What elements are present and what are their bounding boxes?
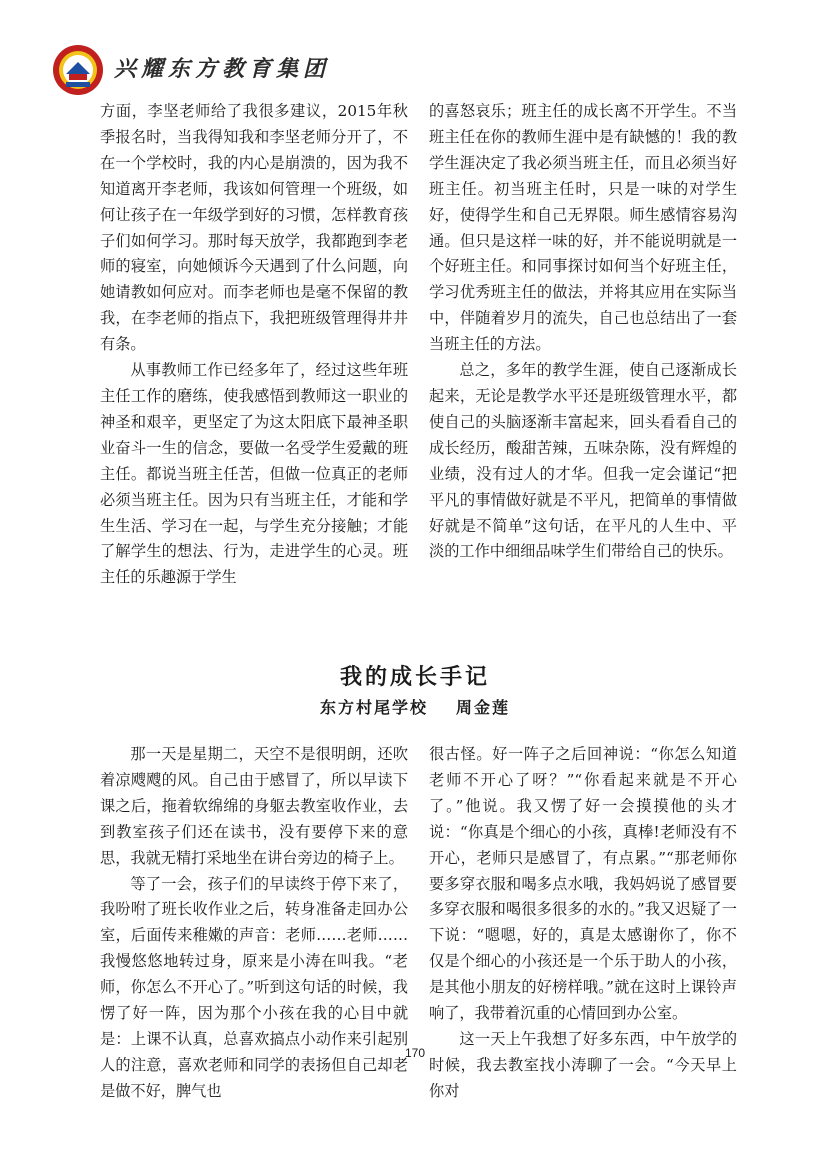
paragraph: 这一天上午我想了好多东西，中午放学的时候，我去教室找小涛聊了一会。“今天早上你对 [429,1029,737,1100]
top-right-column [429,99,737,565]
paragraph: 等了一会，孩子们的早读终于停下来了，我吩咐了班长收作业之后，转身准备走回办公室，后面传来稚嫩的声音：老师……老师……我慢悠悠地转过身，原来是小涛在叫我。“老师，你怎么不开心了。”听到这句话的时候，我愣了好一阵，因为那个小孩在我的心目中就是：上课不认真，总喜欢搞点小动作来引起别人的注意，喜欢老师和同学的表扬但自己却老是做不好，脾气也 [100,874,408,1100]
paragraph: 那一天是星期二，天空不是很明朗，还吹着凉飕飕的风。自己由于感冒了，所以早读下课之后，拖着软绵绵的身躯去教室收作业，去到教室孩子们还在读书，没有要停下来的意思，我就无精打采地坐在讲台旁边的椅子上。 [100,745,408,867]
org-name: 兴耀东方教育集团 [114,57,331,82]
author-name: 周金莲 [456,698,511,717]
paragraph: 从事教师工作已经多年了，经过这些年班主任工作的磨练，使我感悟到教师这一职业的神圣和艰辛，更坚定了为这太阳底下最神圣职业奋斗一生的信念，要做一名受学生爱戴的班主任。都说当班主任苦，但做一位真正的老师必须当班主任。因为只有当班主任，才能和学生生活、学习在一起，与学生充分接触；才能了解学生的想法、行为，走进学生的心灵。班主任的乐趣源于学生 [100,361,408,587]
author-school: 东方村尾学校 [319,698,428,717]
article-byline [0,695,830,718]
top-left-column [100,99,408,591]
page-number: 170 [404,1046,426,1060]
school-emblem-icon [52,44,104,96]
paragraph: 总之，多年的教学生涯，使自己逐渐成长起来，无论是教学水平还是班级管理水平，都使自己的头脑逐渐丰富起来，回头看看自己的成长经历，酸甜苦辣，五味杂陈，没有辉煌的业绩，没有过人的才华。但我一定会谨记“把平凡的事情做好就是不平凡，把简单的事情做好就是不简单”这句话，在平凡的人生中、平淡的工作中细细品味学生们带给自己的快乐。 [429,361,737,561]
paragraph: 方面，李坚老师给了我很多建议，2015年秋季报名时，当我得知我和李坚老师分开了，不在一个学校时，我的内心是崩溃的，因为我不知道离开李老师，我该如何管理一个班级，如何让孩子在一年级学到好的习惯，怎样教育孩子们如何学习。那时每天放学，我都跑到李老师的寝室，向她倾诉今天遇到了什么问题，向她请教如何应对。而李老师也是毫不保留的教我，在李老师的指点下，我把班级管理得井井有条。 [100,102,408,354]
article-title: 我的成长手记 [339,664,490,690]
paragraph: 很古怪。好一阵子之后回神说：“你怎么知道老师不开心了呀？”“你看起来就是不开心了。”他说。我又愣了好一会摸摸他的头才说：“你真是个细心的小孩，真棒!老师没有不开心，老师只是感冒了，有点累。”“那老师你要多穿衣服和喝多点水哦，我妈妈说了感冒要多穿衣服和喝很多很多的水的。”我又迟疑了一下说：“嗯嗯，好的，真是太感谢你了，你不仅是个细心的小孩还是一个乐于助人的小孩，是其他小朋友的好榜样哦。”就在这时上课铃声响了，我带着沉重的心情回到办公室。 [429,745,737,1023]
paragraph: 的喜怒哀乐；班主任的成长离不开学生。不当班主任在你的教师生涯中是有缺憾的！我的教学生涯决定了我必须当班主任，而且必须当好班主任。初当班主任时，只是一味的对学生好，使得学生和自己无界限。师生感情容易沟通。但只是这样一味的好，并不能说明就是一个好班主任。和同事探讨如何当个好班主任，学习优秀班主任的做法，并将其应用在实际当中，伴随着岁月的流失，自己也总结出了一套当班主任的方法。 [429,102,737,354]
